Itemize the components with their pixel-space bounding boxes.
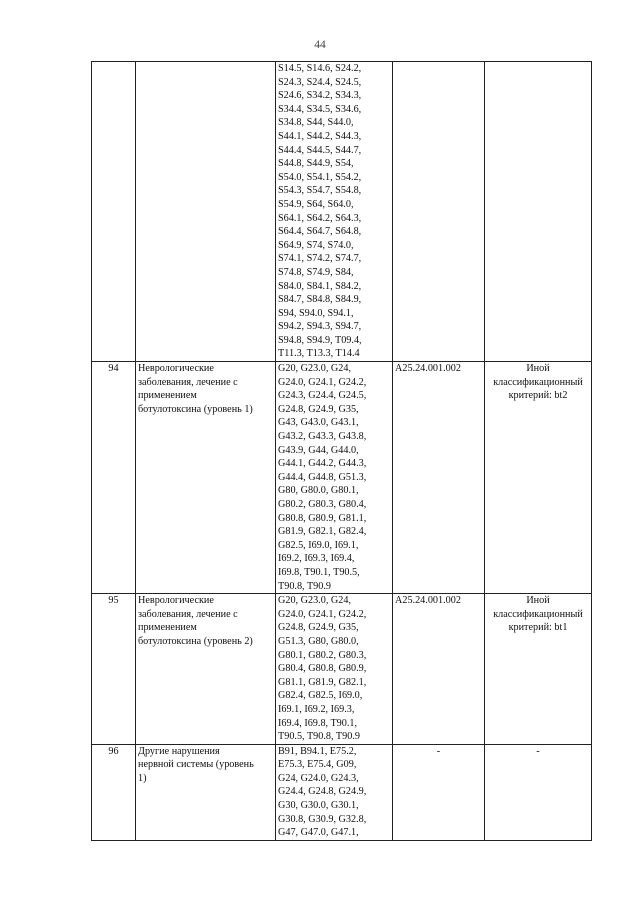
group-name-line: ботулотоксина (уровень 1) — [138, 403, 253, 415]
diagnosis-codes-line: G24.3, G24.4, G24.5, — [278, 390, 367, 402]
diagnosis-codes-line: S34.8, S44, S44.0, — [278, 117, 354, 129]
table-row — [92, 594, 592, 745]
classification-criterion — [485, 362, 592, 594]
classification-criterion-line: классификационный — [493, 376, 583, 388]
classification-criterion — [485, 594, 592, 745]
diagnosis-codes-line: G51.3, G80, G80.0, — [278, 635, 359, 647]
service-code: A25.24.001.002 — [393, 362, 485, 594]
diagnosis-codes-line: S44.4, S44.5, S44.7, — [278, 144, 362, 156]
diagnosis-codes-line: G24, G24.0, G24.3, — [278, 772, 359, 784]
diagnosis-codes-line: S44.1, S44.2, S44.3, — [278, 130, 362, 142]
diagnosis-codes-line: G24.0, G24.1, G24.2, — [278, 608, 367, 620]
diagnosis-codes-line: G44.1, G44.2, G44.3, — [278, 458, 367, 470]
diagnosis-codes-line: S54.9, S64, S64.0, — [278, 198, 354, 210]
diagnosis-codes-line: S64.4, S64.7, S64.8, — [278, 226, 362, 238]
diagnosis-codes-line: S74.1, S74.2, S74.7, — [278, 253, 362, 265]
table-row — [92, 744, 592, 840]
service-code: A25.24.001.002 — [393, 594, 485, 745]
diagnosis-codes-line: S54.3, S54.7, S54.8, — [278, 185, 362, 197]
diagnosis-codes — [276, 62, 393, 362]
diagnosis-codes-line: S24.3, S24.4, S24.5, — [278, 76, 362, 88]
row-number: 96 — [92, 744, 136, 840]
diagnosis-codes-line: G80.2, G80.3, G80.4, — [278, 499, 367, 510]
group-name-line: заболевания, лечение с — [138, 608, 238, 620]
classification-criterion-line: - — [536, 745, 540, 757]
service-code — [393, 62, 485, 362]
group-name-line: 1) — [138, 772, 147, 784]
diagnosis-codes-line: G80.4, G80.8, G80.9, — [278, 663, 367, 675]
group-name — [136, 744, 276, 840]
diagnosis-codes-line: G80.8, G80.9, G81.1, — [278, 512, 367, 524]
diagnosis-codes-line: G43.2, G43.3, G43.8, — [278, 431, 367, 443]
group-name-line: заболевания, лечение с — [138, 376, 238, 388]
diagnosis-codes-line: T11.3, T13.3, T14.4 — [278, 348, 360, 360]
diagnosis-codes-line: G81.1, G81.9, G82.1, — [278, 676, 367, 688]
diagnosis-codes-line: G43.9, G44, G44.0, — [278, 444, 359, 456]
group-name-line: Неврологические — [138, 595, 214, 607]
diagnosis-codes-line: G24.8, G24.9, G35, — [278, 403, 359, 415]
diagnosis-codes-line: G30.8, G30.9, G32.8, — [278, 813, 367, 825]
service-code: - — [393, 744, 485, 840]
table-body — [92, 62, 592, 841]
table-row — [92, 362, 592, 594]
diagnosis-codes-line: S64.1, S64.2, S64.3, — [278, 212, 362, 224]
diagnosis-codes-line: G82.5, I69.0, I69.1, — [278, 539, 359, 551]
diagnosis-codes — [276, 594, 393, 745]
group-name — [136, 62, 276, 362]
classification-criterion-line: классификационный — [493, 608, 583, 620]
diagnosis-codes-line: T90.5, T90.8, T90.9 — [278, 731, 360, 743]
diagnosis-codes-line: S94, S94.0, S94.1, — [278, 307, 354, 319]
diagnosis-codes-line: S94.2, S94.3, S94.7, — [278, 321, 362, 333]
row-number: 95 — [92, 594, 136, 745]
classification-criterion-line: критерий: bt2 — [508, 390, 568, 402]
diagnosis-codes-line: G81.9, G82.1, G82.4, — [278, 526, 367, 538]
diagnosis-codes-line: S84.0, S84.1, S84.2, — [278, 280, 362, 292]
diagnosis-codes-line: S34.4, S34.5, S34.6, — [278, 103, 362, 115]
diagnosis-codes-line: I69.2, I69.3, I69.4, — [278, 553, 355, 565]
diagnosis-codes-line: G24.4, G24.8, G24.9, — [278, 786, 367, 798]
diagnosis-codes-line: S54.0, S54.1, S54.2, — [278, 171, 362, 183]
table-row — [92, 62, 592, 362]
diagnosis-codes-line: E75.3, E75.4, G09, — [278, 759, 357, 771]
diagnosis-codes-line: I69.1, I69.2, I69.3, — [278, 703, 355, 715]
diagnosis-codes — [276, 744, 393, 840]
group-name — [136, 594, 276, 745]
diagnosis-codes-line: G43, G43.0, G43.1, — [278, 417, 359, 429]
row-number: 94 — [92, 362, 136, 594]
diagnosis-codes-line: S44.8, S44.9, S54, — [278, 158, 354, 170]
group-name-line: применением — [138, 622, 197, 634]
diagnosis-codes-line: G44.4, G44.8, G51.3, — [278, 471, 367, 483]
diagnosis-codes-line: I69.4, I69.8, T90.1, — [278, 717, 358, 729]
classification-criterion — [485, 744, 592, 840]
diagnosis-codes-line: S64.9, S74, S74.0, — [278, 239, 354, 251]
diagnosis-codes-line: S14.5, S14.6, S24.2, — [278, 63, 362, 74]
classification-criterion-line: критерий: bt1 — [508, 622, 568, 634]
diagnosis-codes-line: S24.6, S34.2, S34.3, — [278, 90, 362, 102]
row-number — [92, 62, 136, 362]
diagnosis-codes-line: G20, G23.0, G24, — [278, 363, 352, 375]
classification-table — [91, 61, 592, 841]
diagnosis-codes-line: S74.8, S74.9, S84, — [278, 266, 354, 278]
diagnosis-codes-line: T90.8, T90.9 — [278, 580, 332, 592]
diagnosis-codes-line: B91, B94.1, E75.2, — [278, 745, 357, 757]
diagnosis-codes-line: G80, G80.0, G80.1, — [278, 485, 359, 497]
diagnosis-codes-line: S94.8, S94.9, T09.4, — [278, 334, 362, 346]
diagnosis-codes — [276, 362, 393, 594]
group-name-line: применением — [138, 390, 197, 402]
diagnosis-codes-line: S84.7, S84.8, S84.9, — [278, 294, 362, 306]
diagnosis-codes-line: I69.8, T90.1, T90.5, — [278, 566, 360, 578]
diagnosis-codes-line: G47, G47.0, G47.1, — [278, 827, 359, 839]
classification-criterion-line: Иной — [526, 363, 550, 375]
group-name-line: Другие нарушения — [138, 745, 220, 757]
diagnosis-codes-line: G82.4, G82.5, I69.0, — [278, 690, 363, 702]
diagnosis-codes-line: G30, G30.0, G30.1, — [278, 800, 359, 812]
page-number: 44 — [314, 39, 326, 51]
diagnosis-codes-line: G20, G23.0, G24, — [278, 595, 352, 607]
group-name-line: ботулотоксина (уровень 2) — [138, 635, 253, 647]
classification-criterion-line: Иной — [526, 595, 550, 607]
group-name-line: Неврологические — [138, 363, 214, 375]
diagnosis-codes-line: G24.0, G24.1, G24.2, — [278, 376, 367, 388]
group-name — [136, 362, 276, 594]
diagnosis-codes-line: G24.8, G24.9, G35, — [278, 622, 359, 634]
classification-criterion — [485, 62, 592, 362]
group-name-line: нервной системы (уровень — [138, 759, 254, 771]
diagnosis-codes-line: G80.1, G80.2, G80.3, — [278, 649, 367, 661]
